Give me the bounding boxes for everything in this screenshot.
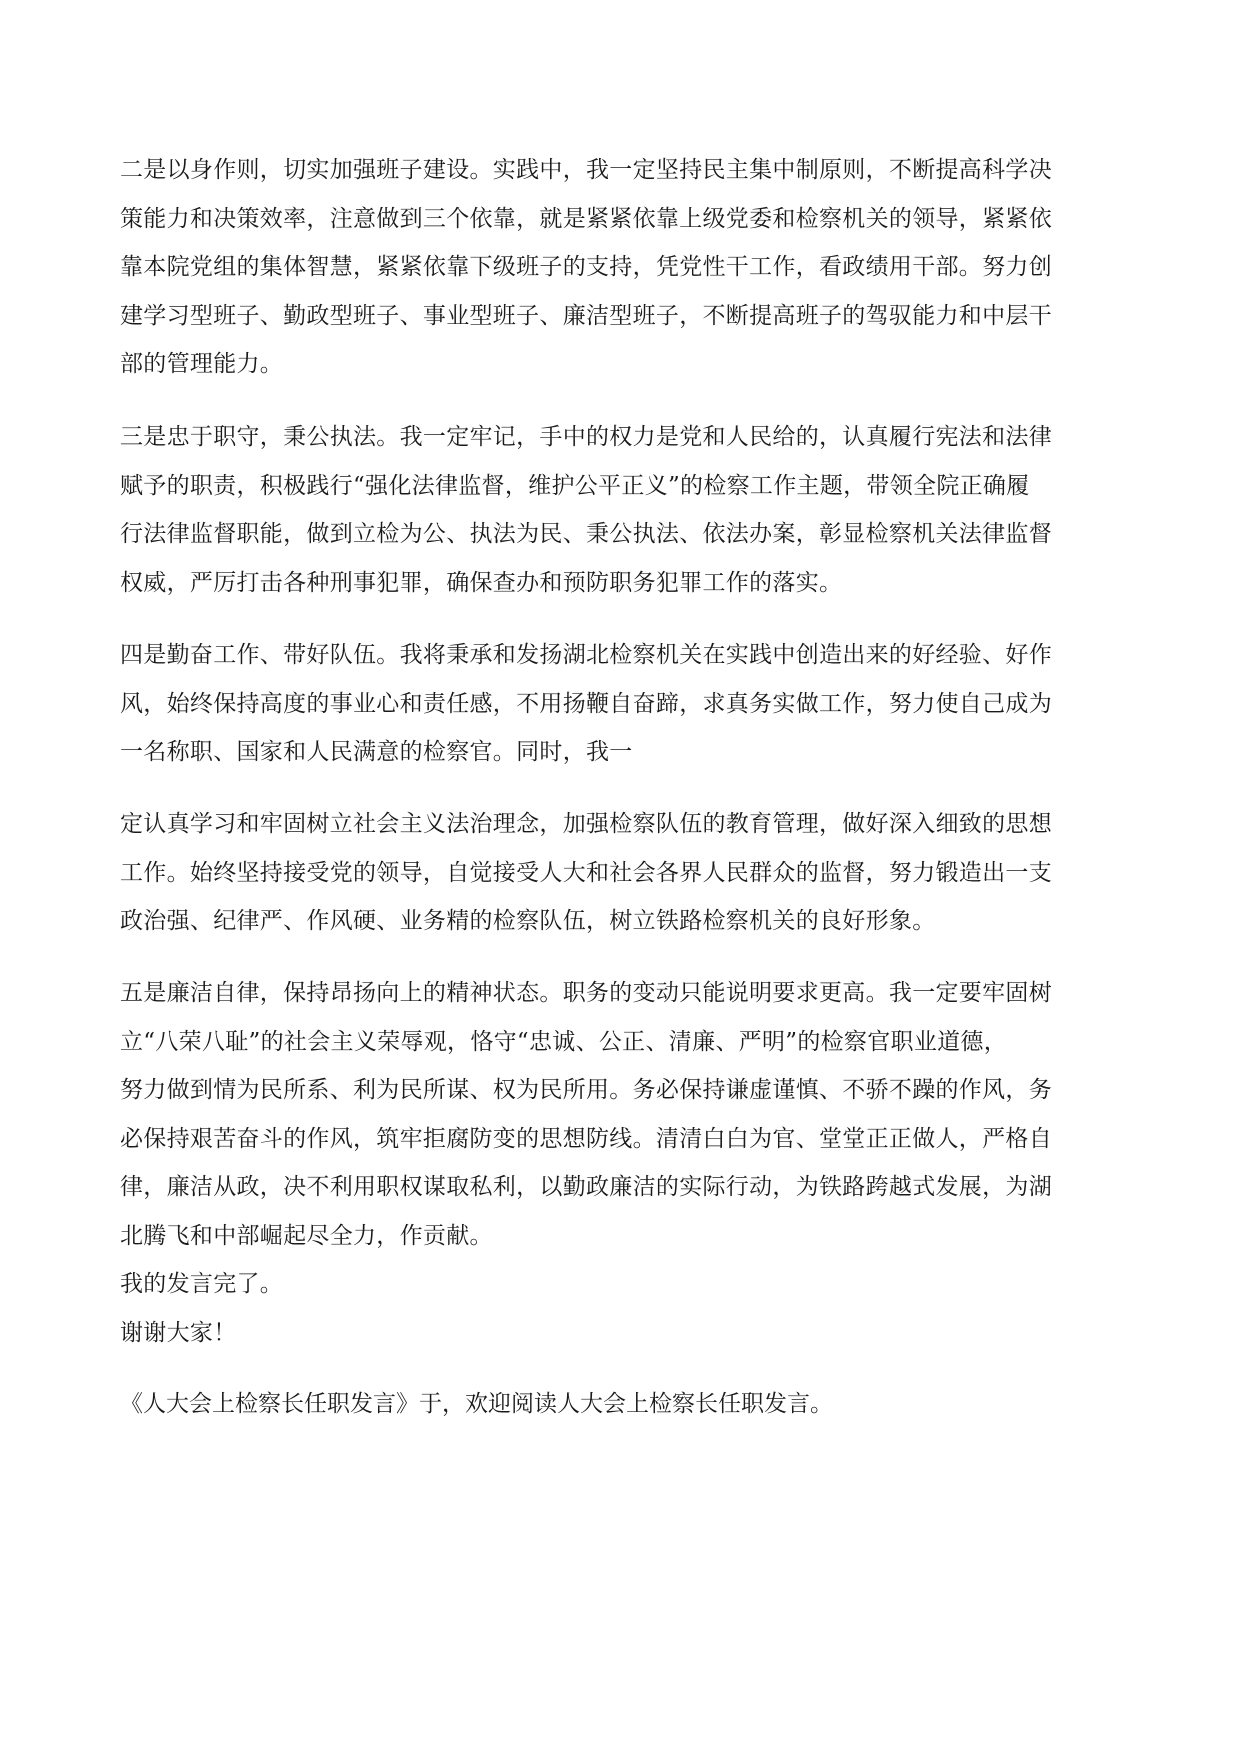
text-line: 定认真学习和牢固树立社会主义法治理念，加强检察队伍的教育管理，做好深入细致的思想 (120, 811, 1052, 837)
text-line: 策能力和决策效率，注意做到三个依靠，就是紧紧依靠上级党委和检察机关的领导，紧紧依 (120, 205, 1052, 232)
text-line: 部的管理能力。 (120, 351, 284, 377)
thanks-line: 谢谢大家！ (120, 1319, 237, 1346)
text-line: 赋予的职责，积极践行“强化法律监督，维护公平正义”的检察工作主题，带领全院正确履 (120, 472, 1030, 499)
text-line: 建学习型班子、勤政型班子、事业型班子、廉洁型班子，不断提高班子的驾驭能力和中层干 (120, 302, 1052, 329)
footer-note: 《人大会上检察长任职发言》于，欢迎阅读人大会上检察长任职发言。 (120, 1391, 833, 1417)
text-line: 努力做到情为民所系、利为民所谋、权为民所用。务必保持谦虚谨慎、不骄不躁的作风，务 (120, 1077, 1052, 1103)
text-line: 工作。始终坚持接受党的领导，自觉接受人大和社会各界人民群众的监督，努力锻造出一支 (120, 859, 1052, 886)
text-line: 立“八荣八耻”的社会主义荣辱观，恪守“忠诚、公正、清廉、严明”的检察官职业道德， (120, 1028, 1008, 1055)
paragraph-law-enforcement (120, 413, 1120, 607)
text-line: 一名称职、国家和人民满意的检察官。同时，我一 (120, 739, 633, 765)
text-line: 五是廉洁自律，保持昂扬向上的精神状态。职务的变动只能说明要求更高。我一定要牢固树 (120, 980, 1052, 1006)
paragraph-integrity (120, 969, 1120, 1357)
paragraph-diligent-work (120, 631, 1120, 777)
text-line: 行法律监督职能，做到立检为公、执法为民、秉公执法、依法办案，彰显检察机关法律监督 (120, 521, 1052, 547)
text-line: 政治强、纪律严、作风硬、业务精的检察队伍，树立铁路检察机关的良好形象。 (120, 908, 936, 934)
paragraph-team-building (120, 800, 1120, 946)
text-line: 律，廉洁从政，决不利用职权谋取私利，以勤政廉洁的实际行动，为铁路跨越式发展，为湖 (120, 1174, 1052, 1200)
text-line: 靠本院党组的集体智慧，紧紧依靠下级班子的支持，凭党性干工作，看政绩用干部。努力创 (120, 254, 1052, 280)
text-line: 权威，严厉打击各种刑事犯罪，确保查办和预防职务犯罪工作的落实。 (120, 569, 843, 596)
text-line: 北腾飞和中部崛起尽全力，作贡献。 (120, 1222, 493, 1249)
closing-line: 我的发言完了。 (120, 1271, 284, 1297)
text-line: 二是以身作则，切实加强班子建设。实践中，我一定坚持民主集中制原则，不断提高科学决 (120, 157, 1052, 183)
paragraph-leadership-team (120, 146, 1120, 389)
text-line: 必保持艰苦奋斗的作风，筑牢拒腐防变的思想防线。清清白白为官、堂堂正正做人，严格自 (120, 1125, 1052, 1152)
text-line: 四是勤奋工作、带好队伍。我将秉承和发扬湖北检察机关在实践中创造出来的好经验、好作 (120, 642, 1052, 668)
text-line: 三是忠于职守，秉公执法。我一定牢记，手中的权力是党和人民给的，认真履行宪法和法律 (120, 424, 1052, 450)
text-line: 风，始终保持高度的事业心和责任感，不用扬鞭自奋蹄，求真务实做工作，努力使自己成为 (120, 690, 1052, 717)
